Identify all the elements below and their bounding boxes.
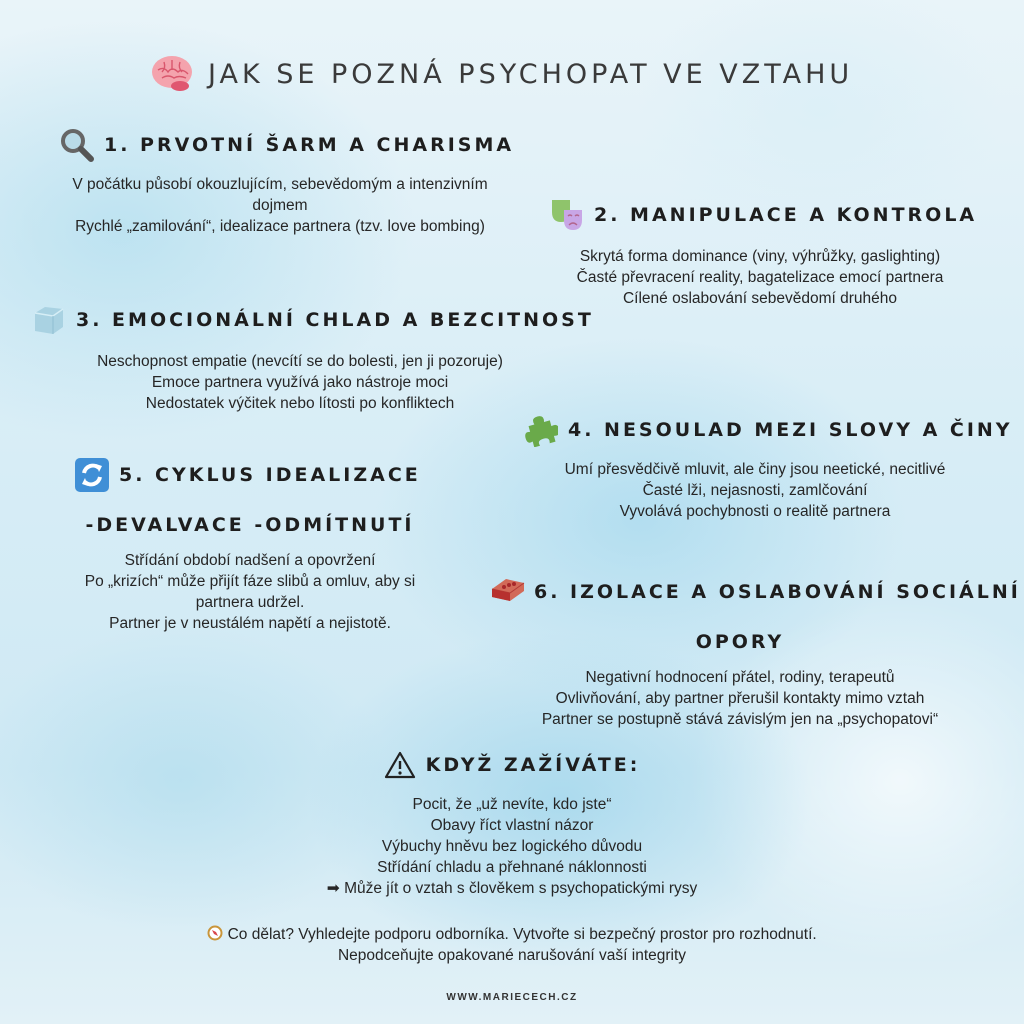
section-2-body: Skrytá forma dominance (viny, výhrůžky, gaslighting) Časté převracení reality, bagatelizace emocí partnera Cílené oslabování sebevědomí druhého [576, 248, 944, 307]
section-6-heading-line2: OPORY [695, 631, 785, 653]
section-2 [520, 198, 1000, 309]
section-4-heading: 4. NESOULAD MEZI SLOVY A ČINY [524, 413, 1000, 447]
section-6 [480, 575, 1021, 730]
section-3 [20, 303, 594, 414]
section-2-heading: 2. MANIPULACE A KONTROLA [550, 198, 1000, 232]
section-6-body: Negativní hodnocení přátel, rodiny, terapeutů Ovlivňování, aby partner přerušil kontakty mimo vztah Partner se postupně stává závislým jen na „psychopatovi“ [541, 669, 939, 728]
advice-section: Co dělat? Vyhledejte podporu odborníka. Vytvořte si bezpečný prostor pro rozhodnutí. Nepodceňujte opakované narušování vaší integrity [62, 924, 962, 966]
compass-icon [207, 925, 223, 941]
warning-body: Pocit, že „už nevíte, kdo jste“ Obavy říct vlastní názor Výbuchy hněvu bez logického důvodu Střídání chladu a přehnané náklonnosti ➡ Může jít o vztah s člověkem s psychopatickými rysy [262, 794, 762, 899]
brick-icon [490, 575, 524, 609]
section-5-heading-line2: -DEVALVACE -ODMÍTNUTÍ [85, 514, 415, 536]
brain-icon [150, 54, 196, 94]
section-3-body: Neschopnost empatie (nevcítí se do bolesti, jen ji pozoruje) Emoce partnera využívá jako nástroje moci Nedostatek výčitek nebo lítosti po konfliktech [97, 353, 503, 412]
section-5-body: Střídání období nadšení a opovržení Po „krizích“ může přijít fáze slibů a omluv, aby si partnera udržel. Partner je v neustálém napětí a nejistotě. [84, 552, 416, 632]
section-1 [20, 128, 540, 237]
magnifier-icon [60, 128, 94, 162]
puzzle-piece-icon [524, 413, 558, 447]
section-5-heading: 5. CYKLUS IDEALIZACE [75, 458, 470, 492]
arrow-right-icon: ➡ [326, 880, 340, 897]
theater-masks-icon [550, 198, 584, 232]
warning-section [262, 750, 762, 899]
section-4 [510, 413, 1013, 522]
warning-heading: KDYŽ ZAŽÍVÁTE: [262, 750, 762, 780]
page-title [150, 54, 853, 94]
section-4-body: Umí přesvědčivě mluvit, ale činy jsou neetické, necitlivé Časté lži, nejasnosti, zamlčování Vyvolává pochybnosti o realitě partnera [564, 461, 946, 520]
section-1-heading: 1. PRVOTNÍ ŠARM A CHARISMA [60, 128, 540, 162]
title-text: JAK SE POZNÁ PSYCHOPAT VE VZTAHU [208, 58, 854, 90]
section-5 [30, 458, 470, 634]
ice-cube-icon [32, 303, 66, 337]
warning-conclusion: ➡ Může jít o vztah s člověkem s psychopatickými rysy [326, 880, 698, 897]
section-6-heading: 6. IZOLACE A OSLABOVÁNÍ SOCIÁLNÍ [490, 575, 1000, 609]
footer-url[interactable]: WWW.MARIECECH.CZ [446, 992, 578, 1003]
section-1-body: V počátku působí okouzlujícím, sebevědomým a intenzivním dojmem Rychlé „zamilování“, idealizace partnera (tzv. love bombing) [72, 176, 488, 235]
warning-icon [384, 750, 416, 780]
cycle-arrows-icon [75, 458, 109, 492]
section-3-heading: 3. EMOCIONÁLNÍ CHLAD A BEZCITNOST [32, 303, 580, 337]
